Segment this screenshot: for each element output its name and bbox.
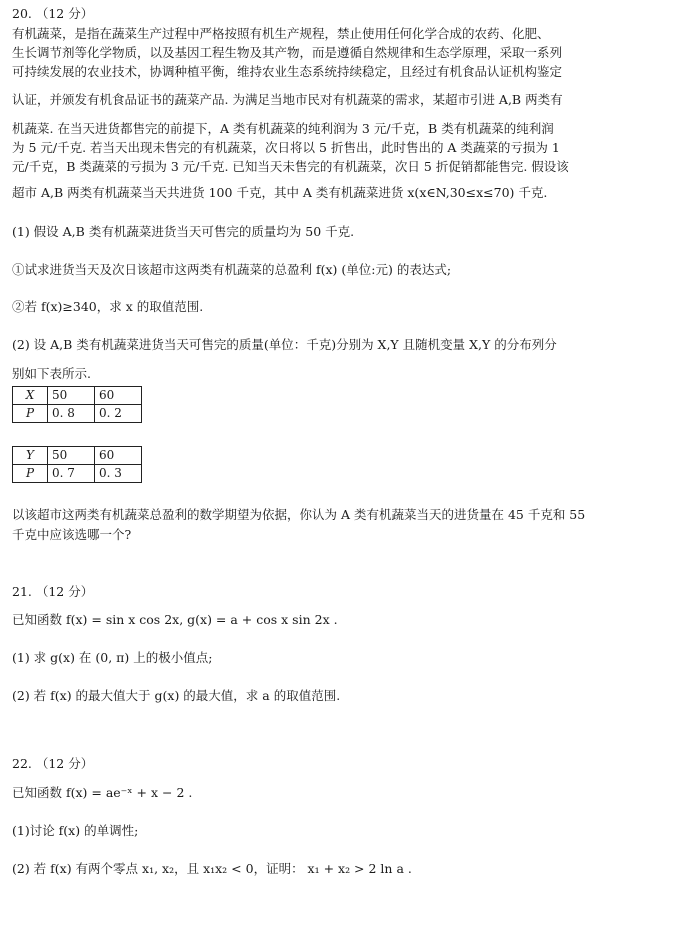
q20-intro-line-2: 生长调节剂等化学物质，以及基因工程生物及其产物，而是遵循自然规律和生态学原理，采取一系列: [12, 45, 563, 60]
q20-part1: (1) 假设 A,B 类有机蔬菜进货当天可售完的质量均为 50 千克.: [12, 224, 355, 239]
distribution-table-y: [12, 446, 142, 483]
q22-header: 22. （12 分）: [12, 756, 94, 771]
table-cell: 0. 8: [48, 405, 95, 423]
q20-part1b: ②若 f(x)≥340，求 x 的取值范围.: [12, 299, 204, 314]
distribution-table-x: [12, 386, 142, 423]
table-row: [13, 465, 142, 483]
q21-part2: (2) 若 f(x) 的最大值大于 g(x) 的最大值，求 a 的取值范围.: [12, 688, 341, 703]
q20-intro-line-1: 有机蔬菜，是指在蔬菜生产过程中严格按照有机生产规程，禁止使用任何化学合成的农药、化肥、: [12, 26, 550, 41]
q20-intro-line-3: 可持续发展的农业技术，协调种植平衡，维持农业生态系统持续稳定，且经过有机食品认证机构鉴定: [12, 64, 563, 79]
table-cell: P: [13, 405, 48, 423]
table-cell: 60: [95, 387, 142, 405]
table-cell: 0. 2: [95, 405, 142, 423]
table-row: [13, 387, 142, 405]
q20-header: 20. （12 分）: [12, 6, 94, 21]
q20-intro-line-6: 为 5 元/千克. 若当天出现未售完的有机蔬菜，次日将以 5 折售出，此时售出的 A 类蔬菜的亏损为 1: [12, 140, 560, 155]
table-cell: Y: [13, 447, 48, 465]
q20-part2-line-2: 别如下表所示.: [12, 366, 91, 381]
q20-question-line-1: 以该超市这两类有机蔬菜总盈利的数学期望为依据，你认为 A 类有机蔬菜当天的进货量在 45 千克和 55: [12, 507, 586, 522]
q20-question-line-2: 千克中应该选哪一个?: [12, 527, 132, 542]
q21-part1: (1) 求 g(x) 在 (0, π) 上的极小值点;: [12, 650, 213, 665]
q20-intro-line-8: 超市 A,B 两类有机蔬菜当天共进货 100 千克，其中 A 类有机蔬菜进货 x(x∈N,30≤x≤70) 千克.: [12, 185, 548, 200]
q22-given: 已知函数 f(x) = ae⁻ˣ + x − 2 .: [12, 785, 193, 800]
q21-header: 21. （12 分）: [12, 584, 94, 599]
table-cell: P: [13, 465, 48, 483]
table-row: [13, 447, 142, 465]
table-cell: 50: [48, 447, 95, 465]
q22-part2: (2) 若 f(x) 有两个零点 x₁, x₂，且 x₁x₂ < 0，证明： x₁ + x₂ > 2 ln a .: [12, 861, 412, 876]
q20-part1a: ①试求进货当天及次日该超市这两类有机蔬菜的总盈利 f(x) (单位:元) 的表达式;: [12, 262, 452, 277]
table-cell: 0. 7: [48, 465, 95, 483]
table-row: [13, 405, 142, 423]
q20-intro-line-7: 元/千克，B 类蔬菜的亏损为 3 元/千克. 已知当天未售完的有机蔬菜，次日 5 折促销都能售完. 假设该: [12, 159, 569, 174]
table-cell: 60: [95, 447, 142, 465]
q20-part2-line-1: (2) 设 A,B 类有机蔬菜进货当天可售完的质量(单位：千克)分别为 X,Y 且随机变量 X,Y 的分布列分: [12, 337, 557, 352]
q20-intro-line-5: 机蔬菜. 在当天进货都售完的前提下，A 类有机蔬菜的纯利润为 3 元/千克，B 类有机蔬菜的纯利润: [12, 121, 554, 136]
table-cell: 0. 3: [95, 465, 142, 483]
table-cell: X: [13, 387, 48, 405]
q22-part1: (1)讨论 f(x) 的单调性;: [12, 823, 139, 838]
table-cell: 50: [48, 387, 95, 405]
q21-given: 已知函数 f(x) = sin x cos 2x, g(x) = a + cos x sin 2x .: [12, 612, 338, 627]
q20-intro-line-4: 认证，并颁发有机食品证书的蔬菜产品. 为满足当地市民对有机蔬菜的需求，某超市引进 A,B 两类有: [12, 92, 563, 107]
